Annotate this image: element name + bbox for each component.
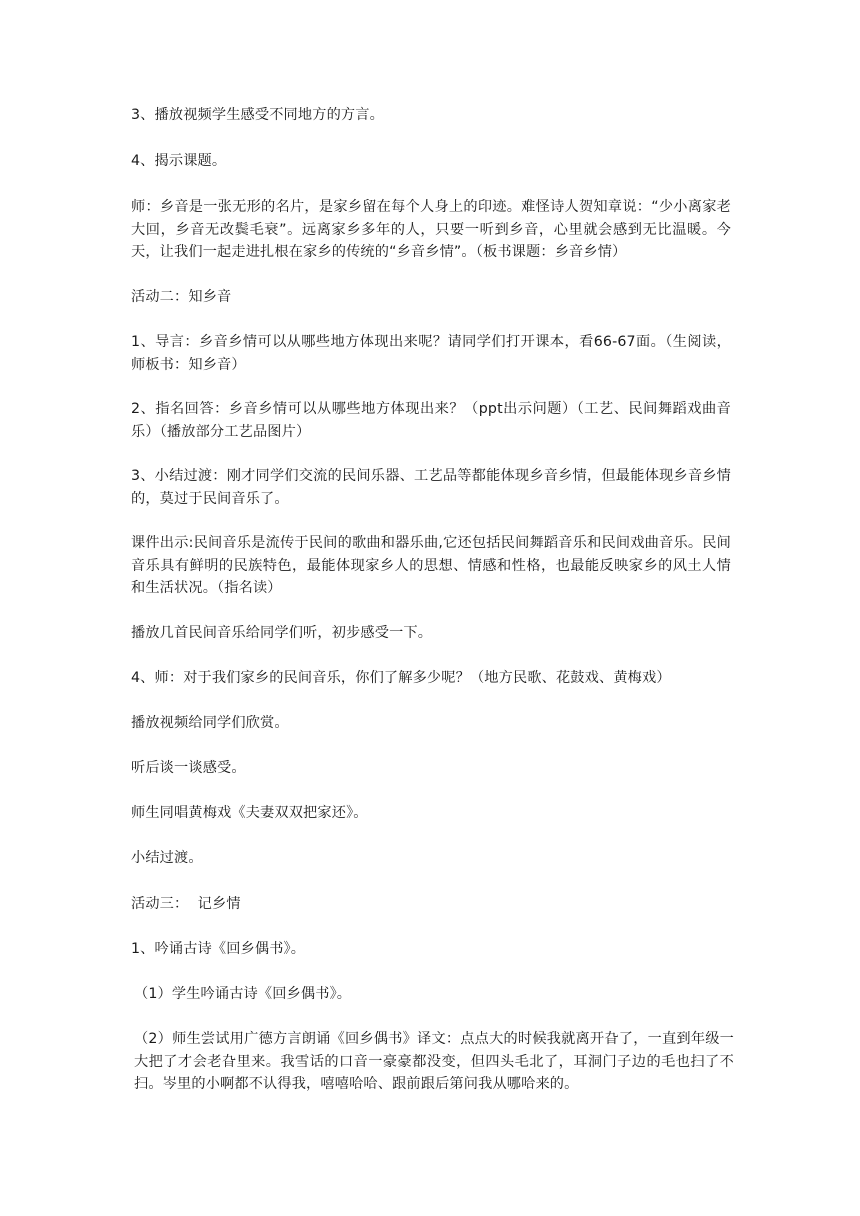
paragraph-summary: 小结过渡。 [131, 850, 203, 866]
paragraph-sing-together: 师生同唱黄梅戏《夫妻双双把家还》。 [131, 805, 368, 821]
paragraph-share-feelings: 听后谈一谈感受。 [131, 760, 246, 776]
paragraph-play-music: 播放几首民间音乐给同学们听，初步感受一下。 [131, 625, 433, 641]
paragraph-activity3-step-1: 1、吟诵古诗《回乡偶书》。 [131, 941, 306, 957]
paragraph-activity2-step-4: 4、师：对于我们家乡的民间音乐，你们了解多少呢？（地方民歌、花鼓戏、黄梅戏） [131, 670, 671, 686]
paragraph-teacher-intro: 师：乡音是一张无形的名片，是家乡留在每个人身上的印迹。难怪诗人贺知章说：“少小离家老大回，乡音无改鬓毛衰”。远离家乡多年的人，只要一听到乡音，心里就会感到无比温暖。今天，让我们一起走进扎根在家乡的传统的“乡音乡情”。（板书课题：乡音乡情） [131, 199, 731, 260]
paragraph-play-video: 播放视频给同学们欣赏。 [131, 715, 289, 731]
paragraph-activity2-step-1: 1、导言：乡音乡情可以从哪些地方体现出来呢？请同学们打开课本，看66-67面。（生阅读，师板书：知乡音） [131, 334, 731, 373]
paragraph-courseware: 课件出示:民间音乐是流传于民间的歌曲和器乐曲,它还包括民间舞蹈音乐和民间戏曲音乐。民间音乐具有鲜明的民族特色，最能体现家乡人的思想、情感和性格，也最能反映家乡的风土人情和生活状况。（指名读） [131, 535, 731, 596]
paragraph-step-3: 3、播放视频学生感受不同地方的方言。 [131, 107, 384, 123]
paragraph-step-4: 4、揭示课题。 [131, 153, 227, 169]
paragraph-activity2-step-3: 3、小结过渡：刚才同学们交流的民间乐器、工艺品等都能体现乡音乡情，但最能体现乡音乡情的，莫过于民间音乐了。 [131, 468, 731, 507]
heading-activity-3: 活动三： 记乡情 [131, 896, 241, 912]
paragraph-sub-1: （1）学生吟诵古诗《回乡偶书》。 [134, 986, 352, 1002]
paragraph-sub-2: （2）师生尝试用广德方言朗诵《回乡偶书》译文：点点大的时候我就离开旮了，一直到年级一大把了才会老旮里来。我雪话的口音一豪豪都没变，但四头毛北了，耳洞门子边的毛也扫了不扫。岑里的小啊都不认得我，嘻嘻哈哈、跟前跟后第问我从哪哈来的。 [134, 1031, 734, 1092]
paragraph-activity2-step-2: 2、指名回答：乡音乡情可以从哪些地方体现出来？（ppt出示问题）（工艺、民间舞蹈戏曲音乐）（播放部分工艺品图片） [131, 401, 731, 440]
heading-activity-2: 活动二：知乡音 [131, 289, 232, 305]
